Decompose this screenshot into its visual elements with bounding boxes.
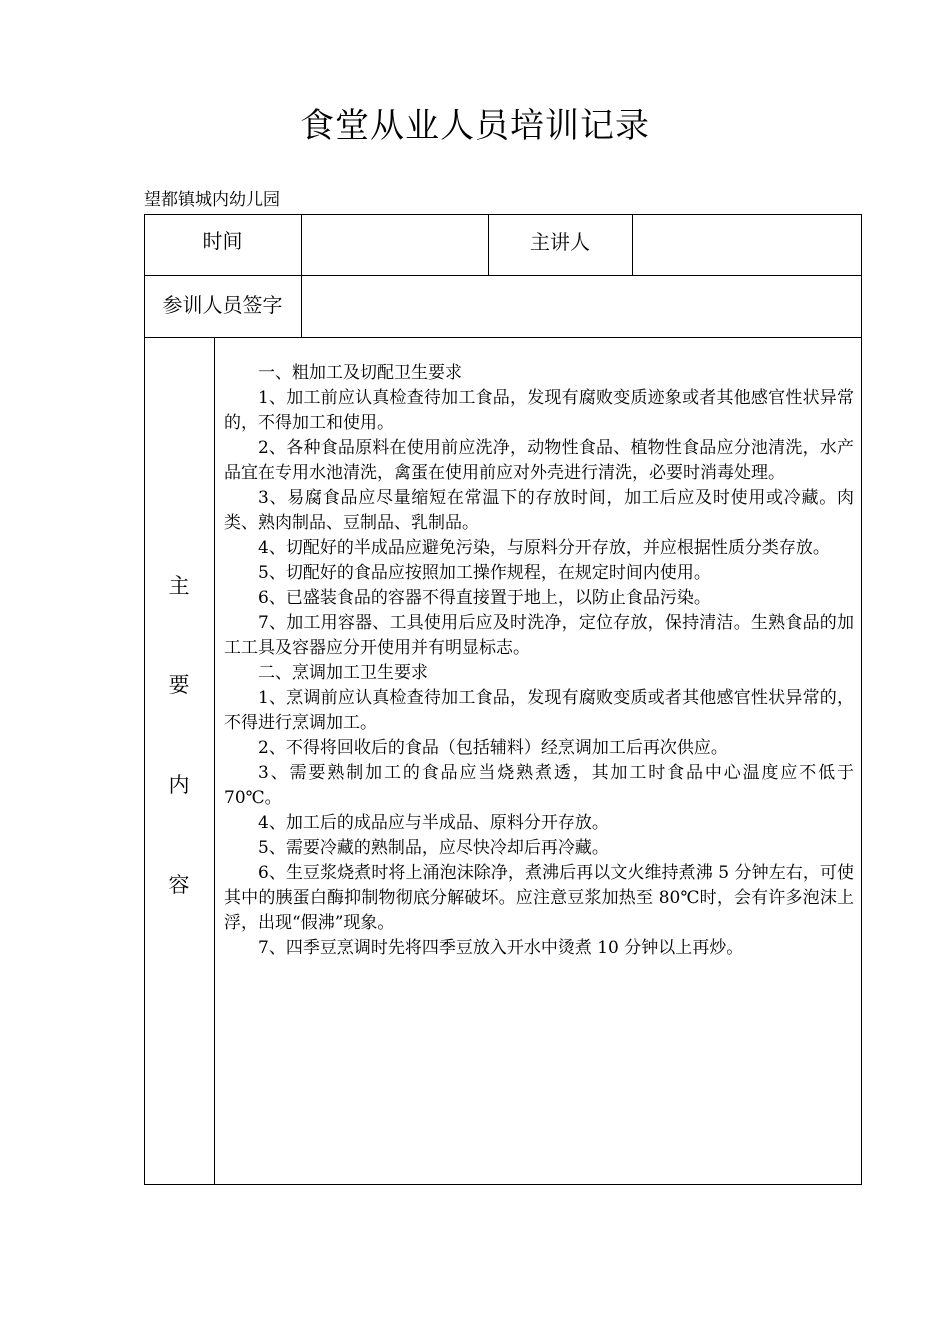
content-paragraph: 7、四季豆烹调时先将四季豆放入开水中烫煮 10 分钟以上再炒。 <box>258 938 744 958</box>
content-paragraph: 5、切配好的食品应按照加工操作规程，在规定时间内使用。 <box>258 563 711 583</box>
main-content-label-char-3: 内 <box>168 773 190 797</box>
content-paragraph: 7、加工用容器、工具使用后应及时洗净，定位存放，保持清洁。生熟食品的加工工具及容器应分开使用并有明显标志。 <box>224 613 854 658</box>
content-paragraph: 5、需要冷藏的熟制品，应尽快冷却后再冷藏。 <box>258 838 609 858</box>
content-paragraph: 1、加工前应认真检查待加工食品，发现有腐败变质迹象或者其他感官性状异常的，不得加工和使用。 <box>224 388 854 433</box>
attendee-signature-label: 参训人员签字 <box>162 293 283 317</box>
main-content-label-char-1: 主 <box>168 574 190 598</box>
time-label: 时间 <box>202 229 243 253</box>
content-paragraph: 2、各种食品原料在使用前应洗净，动物性食品、植物性食品应分池清洗，水产品宜在专用水池清洗，禽蛋在使用前应对外壳进行清洗，必要时消毒处理。 <box>224 438 854 483</box>
main-content-label-char-2: 要 <box>168 673 190 697</box>
col-divider-content <box>214 337 215 1185</box>
time-value-field[interactable] <box>302 214 488 275</box>
page-title: 食堂从业人员培训记录 <box>300 106 650 146</box>
organization-name: 望都镇城内幼儿园 <box>144 190 280 210</box>
content-paragraph: 6、已盛装食品的容器不得直接置于地上，以防止食品污染。 <box>258 588 711 608</box>
content-paragraph: 6、生豆浆烧煮时将上涌泡沫除净，煮沸后再以文火维持煮沸 5 分钟左右，可使其中的胰蛋白酶抑制物彻底分解破坏。应注意豆浆加热至 80℃时，会有许多泡沫上浮，出现“假沸”现象。 <box>224 863 854 933</box>
content-paragraph: 3、易腐食品应尽量缩短在常温下的存放时间，加工后应及时使用或冷藏。肉类、熟肉制品、豆制品、乳制品。 <box>224 488 854 533</box>
content-paragraph: 4、切配好的半成品应避免污染，与原料分开存放，并应根据性质分类存放。 <box>258 538 830 558</box>
content-paragraph: 二、烹调加工卫生要求 <box>258 663 428 683</box>
speaker-value-field[interactable] <box>633 214 861 275</box>
main-content-label-char-4: 容 <box>168 873 190 897</box>
content-paragraph: 3、需要熟制加工的食品应当烧熟煮透，其加工时食品中心温度应不低于 70℃。 <box>224 763 854 808</box>
main-content-text <box>224 361 854 961</box>
content-paragraph: 一、粗加工及切配卫生要求 <box>258 363 462 383</box>
content-paragraph: 2、不得将回收后的食品（包括辅料）经烹调加工后再次供应。 <box>258 738 728 758</box>
speaker-label: 主讲人 <box>530 230 590 254</box>
attendee-signature-field[interactable] <box>302 276 861 337</box>
row-divider-2 <box>144 337 862 338</box>
content-paragraph: 4、加工后的成品应与半成品、原料分开存放。 <box>258 813 609 833</box>
content-paragraph: 1、烹调前应认真检查待加工食品，发现有腐败变质或者其他感官性状异常的，不得进行烹调加工。 <box>224 688 854 733</box>
